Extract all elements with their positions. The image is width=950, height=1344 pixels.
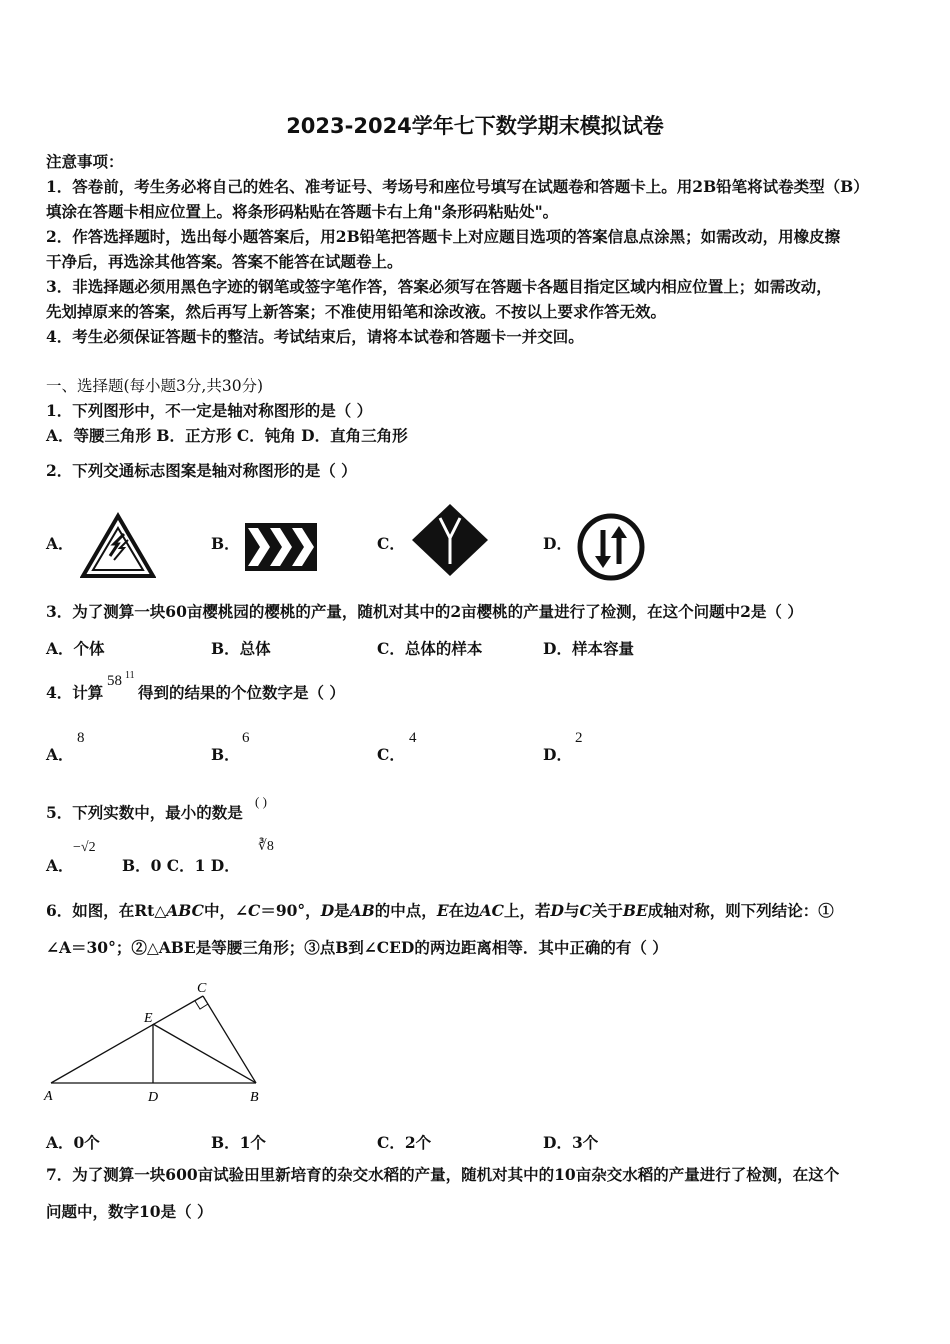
q6-text: 的中点， [374, 901, 437, 920]
q3-option-d: D．样本容量 [543, 639, 634, 658]
q4-option-c-label: C． [377, 745, 405, 764]
notice-line: 填涂在答题卡相应位置上。将条形码粘贴在答题卡右上角"条形码粘贴处"。 [46, 202, 559, 221]
q6-text: 与 [564, 901, 580, 920]
segment-cb [203, 996, 256, 1083]
notice-line: 3．非选择题必须用黑色字迹的钢笔或签字笔作答，答案必须写在答题卡各题目指定区域内相应位置上；如需改动， [46, 277, 832, 296]
point-label-b: B [250, 1090, 259, 1105]
q6-text: 成轴对称，则下列结论：① [647, 901, 834, 920]
q2-option-a-label: A． [46, 534, 74, 553]
q6-option-b: B．1个 [211, 1133, 266, 1152]
merge-lane-sign-icon [410, 502, 490, 578]
chevron-sign-icon [244, 522, 318, 572]
q4-option-b-value: 6 [242, 730, 250, 746]
notice-line: 先划掉原来的答案，然后再写上新答案；不准使用铅笔和涂改液。不按以上要求作答无效。 [46, 302, 667, 321]
q2-option-c-label: C． [377, 534, 405, 553]
q4-option-a-label: A． [46, 745, 74, 764]
point-label-a: A [44, 1089, 53, 1104]
point-label-d: D [148, 1090, 159, 1105]
q6-text: AB [349, 901, 375, 920]
zigzag-road-sign-icon [80, 512, 156, 580]
q4-stem-pre: 4．计算 [46, 683, 104, 702]
q6-text: 关于 [591, 901, 623, 920]
point-label-c: C [197, 981, 207, 996]
q5-option-d-value: ∛8 [258, 839, 274, 854]
section-heading: 一、选择题(每小题3分,共30分) [46, 377, 264, 395]
q6-text: 上，若 [504, 901, 551, 920]
q4-stem-post: 得到的结果的个位数字是（ ） [138, 683, 345, 702]
q6-text: D [550, 901, 564, 920]
point-label-e: E [144, 1011, 153, 1026]
q3-option-c: C．总体的样本 [377, 639, 483, 658]
q6-text: 是 [334, 901, 350, 920]
q3-option-b: B．总体 [211, 639, 271, 658]
q2-option-d-label: D． [543, 534, 572, 553]
q6-text: 6．如图，在Rt△ [46, 901, 167, 920]
q6-text: ABC [166, 901, 205, 920]
q6-option-c: C．2个 [377, 1133, 432, 1152]
q6-text: C [248, 901, 261, 920]
two-way-traffic-sign-icon [576, 512, 646, 582]
q6-text: ＝90°， [260, 901, 321, 920]
q4-base: 58 [107, 673, 122, 689]
q2-stem: 2．下列交通标志图案是轴对称图形的是（ ） [46, 461, 357, 480]
q6-option-a: A．0个 [46, 1133, 100, 1152]
q6-option-d: D．3个 [543, 1133, 599, 1152]
q7-stem-line2: 问题中，数字10是（ ） [46, 1202, 213, 1221]
q5-option-a-value: −√2 [73, 840, 96, 855]
q6-text: BE [622, 901, 648, 920]
notice-line: 4．考生必须保证答题卡的整洁。考试结束后，请将本试卷和答题卡一并交回。 [46, 327, 584, 346]
q7-stem-line1: 7．为了测算一块600亩试验田里新培育的杂交水稻的产量，随机对其中的10亩杂交水稻的产量进行了检测，在这个 [46, 1165, 840, 1184]
q6-text: AC [479, 901, 505, 920]
notice-heading: 注意事项： [46, 152, 124, 171]
q4-option-a-value: 8 [77, 730, 85, 746]
q3-stem: 3．为了测算一块60亩樱桃园的樱桃的产量，随机对其中的2亩樱桃的产量进行了检测，在这个问题中2是（ ） [46, 602, 803, 621]
q4-option-d-value: 2 [575, 730, 583, 746]
q5-other-options: B．0 C．1 D． [122, 856, 240, 875]
q1-options: A．等腰三角形 B．正方形 C．钝角 D．直角三角形 [46, 426, 408, 445]
q6-text: E [436, 901, 449, 920]
q5-option-a-label: A． [46, 856, 74, 875]
q3-option-a: A．个体 [46, 639, 105, 658]
q6-text: D [320, 901, 335, 920]
notice-line: 2．作答选择题时，选出每小题答案后，用2B铅笔把答题卡上对应题目选项的答案信息点涂黑；如需改动，用橡皮擦 [46, 227, 841, 246]
q4-option-b-label: B． [211, 745, 240, 764]
q1-stem: 1．下列图形中，不一定是轴对称图形的是（ ） [46, 401, 373, 420]
q4-exponent: 11 [125, 670, 135, 681]
q5-paren: ( ) [255, 794, 267, 809]
q6-text: 中，∠ [204, 901, 249, 920]
q6-text: C [579, 901, 592, 920]
notice-line: 干净后，再选涂其他答案。答案不能答在试题卷上。 [46, 252, 403, 271]
q4-option-c-value: 4 [409, 730, 417, 746]
page-title: 2023-2024学年七下数学期末模拟试卷 [286, 114, 664, 138]
triangle-figure [40, 975, 280, 1110]
q6-text: 在边 [448, 901, 480, 920]
notice-line: 1．答卷前，考生务必将自己的姓名、准考证号、考场号和座位号填写在试题卷和答题卡上。用2B铅笔将试卷类型（B） [46, 177, 869, 196]
q5-stem: 5．下列实数中，最小的数是 [46, 803, 243, 822]
q6-stem-line1 [46, 901, 834, 921]
q2-option-b-label: B． [211, 534, 240, 553]
segment-eb [153, 1024, 256, 1083]
q6-stem-line2: ∠A＝30°；②△ABE是等腰三角形；③点B到∠CED的两边距离相等．其中正确的有（ ） [46, 938, 668, 957]
q4-option-d-label: D． [543, 745, 572, 764]
